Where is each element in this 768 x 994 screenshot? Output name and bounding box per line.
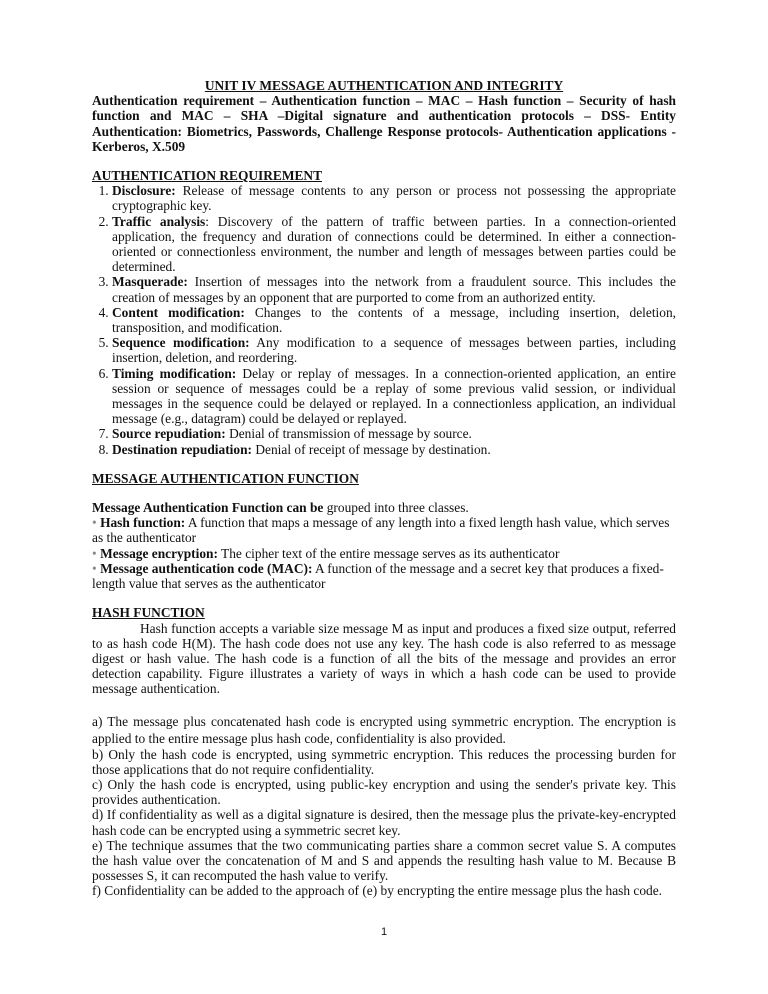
list-item: 3. Masquerade: Insertion of messages into the network from a fraudulent source. This includes the creation of messages by an opponent that are purported to come from an authorized entity. bbox=[112, 274, 676, 304]
list-item: 1. Disclosure: Release of message contents to any person or process not possessing the appropriate cryptographic key. bbox=[112, 183, 676, 213]
maf-intro: Message Authentication Function can be grouped into three classes. bbox=[92, 500, 469, 516]
auth-requirement-heading: AUTHENTICATION REQUIREMENT bbox=[92, 168, 323, 184]
maf-class-item: • Message encryption: The cipher text of the entire message serves as its authenticator bbox=[92, 545, 560, 561]
hash-item: e) The technique assumes that the two communicating parties share a common secret value S. A computes the hash value over the concatenation of M and S and appends the resulting hash value to M. Because B possesses S, it can recomputed the hash value to verify. bbox=[92, 837, 676, 884]
hash-item: c) Only the hash code is encrypted, using public-key encryption and using the sender's private key. This provides authentication. bbox=[92, 776, 676, 808]
hash-item: b) Only the hash code is encrypted, using symmetric encryption. This reduces the processing burden for those applications that do not require confidentiality. bbox=[92, 746, 676, 777]
hash-item: a) The message plus concatenated hash code is encrypted using symmetric encryption. The encryption is applied to the entire message plus hash code, confidentiality is also provided. bbox=[92, 713, 676, 746]
list-item: 8. Destination repudiation: Denial of receipt of message by destination. bbox=[112, 442, 676, 457]
hash-item: d) If confidentiality as well as a digital signature is desired, then the message plus the private-key-encrypted hash code can be encrypted using a symmetric secret key. bbox=[92, 807, 676, 838]
unit-title: UNIT IV MESSAGE AUTHENTICATION AND INTEGRITY bbox=[204, 78, 564, 93]
list-item: 6. Timing modification: Delay or replay of messages. In a connection-oriented application, an entire session or sequence of messages could be a replay of some previous valid session, or individual messages in the sequence could be delayed or replayed. In a connectionless application, an individual message (e.g., datagram) could be delayed or replayed. bbox=[112, 366, 676, 427]
page-number: 1 bbox=[380, 926, 388, 938]
list-item: 7. Source repudiation: Denial of transmission of message by source. bbox=[112, 426, 676, 441]
maf-heading: MESSAGE AUTHENTICATION FUNCTION bbox=[92, 470, 359, 486]
maf-class-item: • Message authentication code (MAC): A function of the message and a secret key that produces a fixed-length value that serves as the authenticator bbox=[92, 560, 664, 592]
maf-class-item: • Hash function: A function that maps a message of any length into a fixed length hash value, which serves as the authenticator bbox=[92, 515, 670, 546]
hash-heading: HASH FUNCTION bbox=[92, 605, 205, 621]
list-item: 4. Content modification: Changes to the contents of a message, including insertion, deletion, transposition, and modification. bbox=[112, 305, 676, 335]
document-page bbox=[92, 78, 676, 899]
list-item: 5. Sequence modification: Any modification to a sequence of messages between parties, including insertion, deletion, and reordering. bbox=[112, 335, 676, 365]
unit-topics: Authentication requirement – Authentication function – MAC – Hash function – Security of hash function and MAC – SHA –Digital signature and authentication protocols – DSS- Entity Authentication: Biometrics, Passwords, Challenge Response protocols- Authentication applications - Kerberos, X.509 bbox=[92, 93, 676, 154]
hash-item: f) Confidentiality can be added to the approach of (e) by encrypting the entire message plus the hash code. bbox=[92, 883, 663, 899]
hash-paragraph: Hash function accepts a variable size message M as input and produces a fixed size output, referred to as hash code H(M). The hash code does not use any key. The hash code is also referred to as message digest or hash value. The hash code is a function of all the bits of the message and provides an error detection capability. Figure illustrates a variety of ways in which a hash code can be used to provide message authentication. bbox=[92, 620, 676, 697]
auth-requirement-list bbox=[92, 183, 676, 457]
list-item: 2. Traffic analysis: Discovery of the pattern of traffic between parties. In a connection-oriented application, the frequency and duration of connections could be determined. In either a connection-oriented or connectionless environment, the number and length of messages between parties could be determined. bbox=[112, 214, 676, 275]
